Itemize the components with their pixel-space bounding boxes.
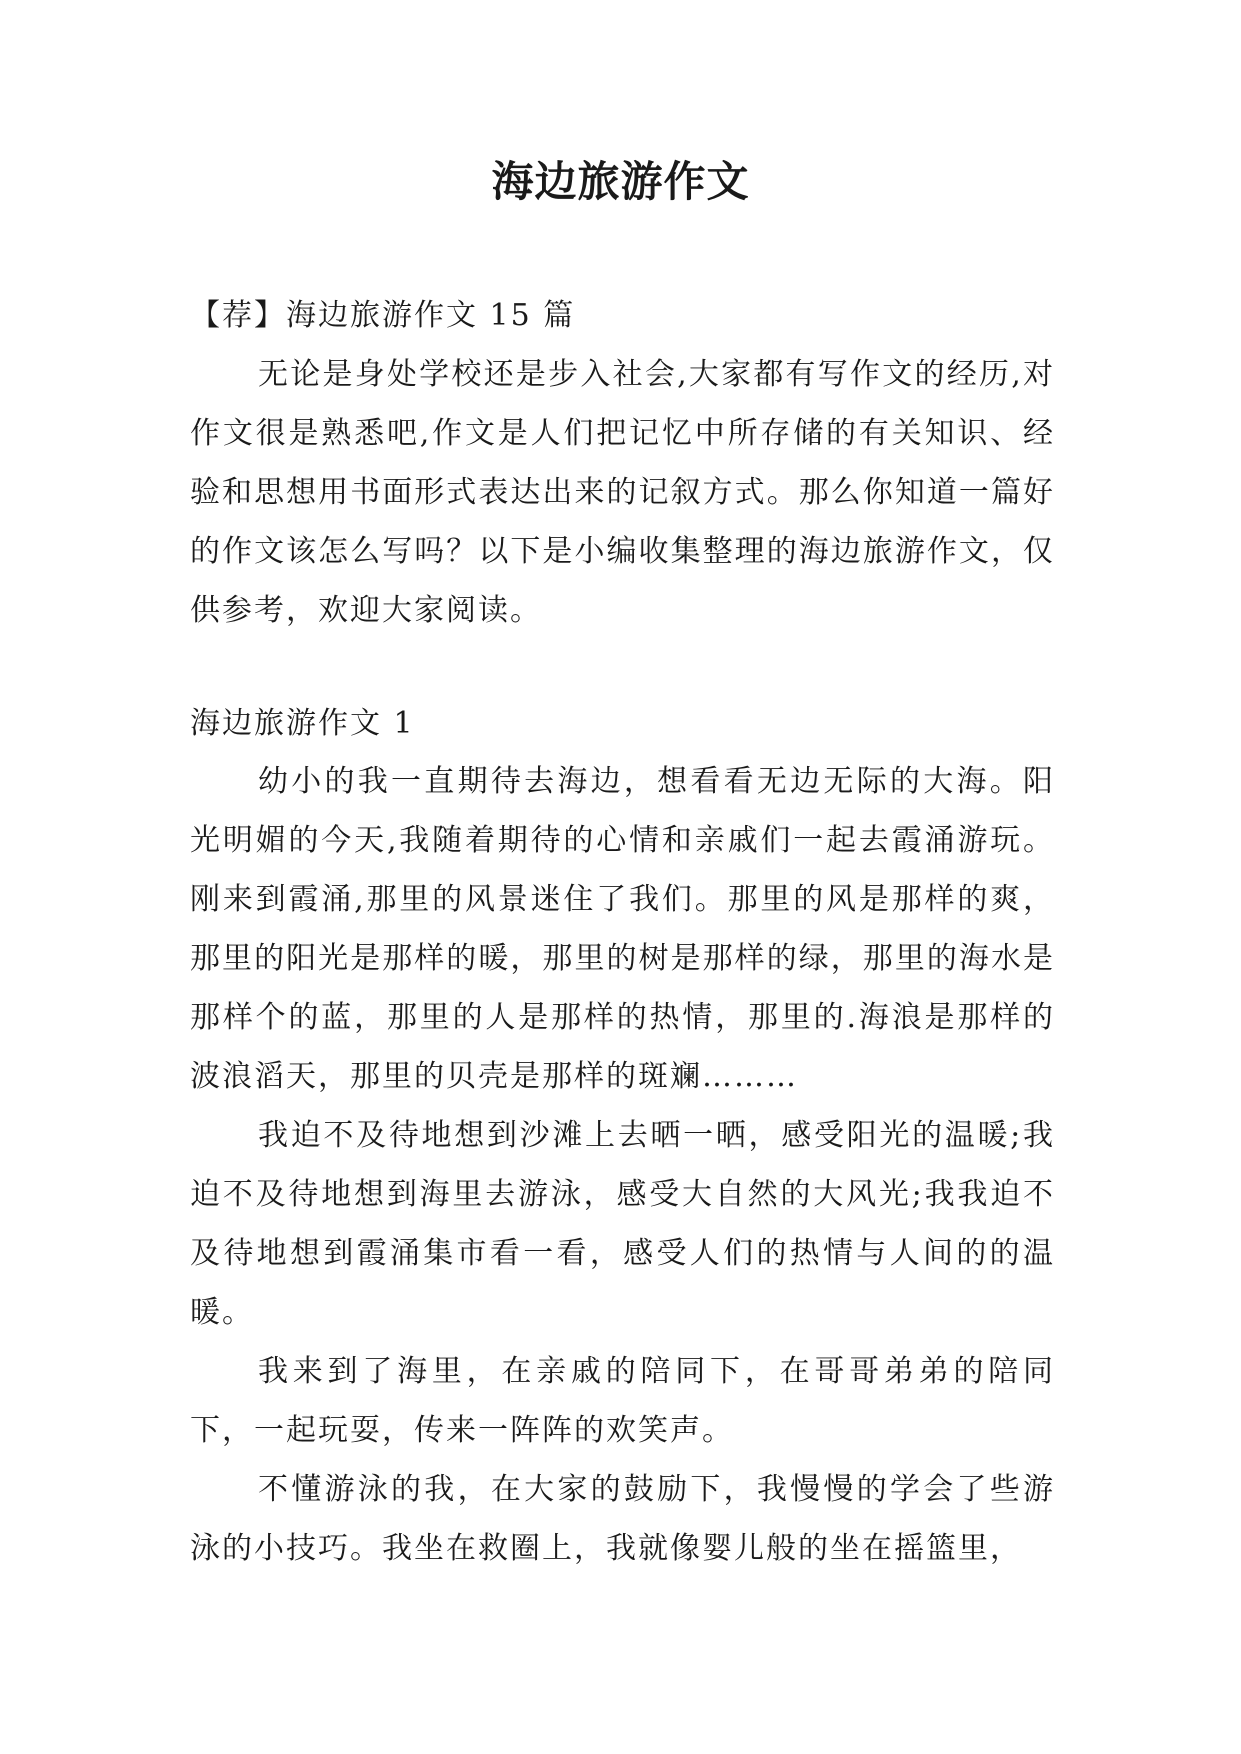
document-title: 海边旅游作文 bbox=[491, 157, 750, 206]
essay-paragraph: 幼小的我一直期待去海边，想看看无边无际的大海。阳光明媚的今天,我随着期待的心情和亲戚们一起去霞涌游玩。刚来到霞涌,那里的风景迷住了我们。那里的风是那样的爽，那里的阳光是那样的暖，那里的树是那样的绿，那里的海水是那样个的蓝，那里的人是那样的热情，那里的.海浪是那样的波浪滔天，那里的贝壳是那样的斑斓……… bbox=[190, 764, 1055, 1094]
essay-body bbox=[190, 752, 1055, 1578]
essay-paragraph: 不懂游泳的我，在大家的鼓励下，我慢慢的学会了些游泳的小技巧。我坐在救圈上，我就像婴儿般的坐在摇篮里， bbox=[190, 1472, 1055, 1566]
section-heading: 海边旅游作文 1 bbox=[190, 706, 415, 741]
intro-text: 无论是身处学校还是步入社会,大家都有写作文的经历,对作文很是熟悉吧,作文是人们把记忆中所存储的有关知识、经验和思想用书面形式表达出来的记叙方式。那么你知道一篇好的作文该怎么写吗？以下是小编收集整理的海边旅游作文，仅供参考，欢迎大家阅读。 bbox=[190, 357, 1055, 628]
essay-paragraph: 我迫不及待地想到沙滩上去晒一晒，感受阳光的温暖;我迫不及待地想到海里去游泳，感受大自然的大风光;我我迫不及待地想到霞涌集市看一看，感受人们的热情与人间的的温暖。 bbox=[190, 1118, 1055, 1330]
intro-paragraph bbox=[190, 345, 1055, 640]
document-subtitle: 【荐】海边旅游作文 15 篇 bbox=[190, 298, 576, 333]
essay-paragraph: 我来到了海里，在亲戚的陪同下，在哥哥弟弟的陪同下，一起玩耍，传来一阵阵的欢笑声。 bbox=[190, 1354, 1055, 1448]
